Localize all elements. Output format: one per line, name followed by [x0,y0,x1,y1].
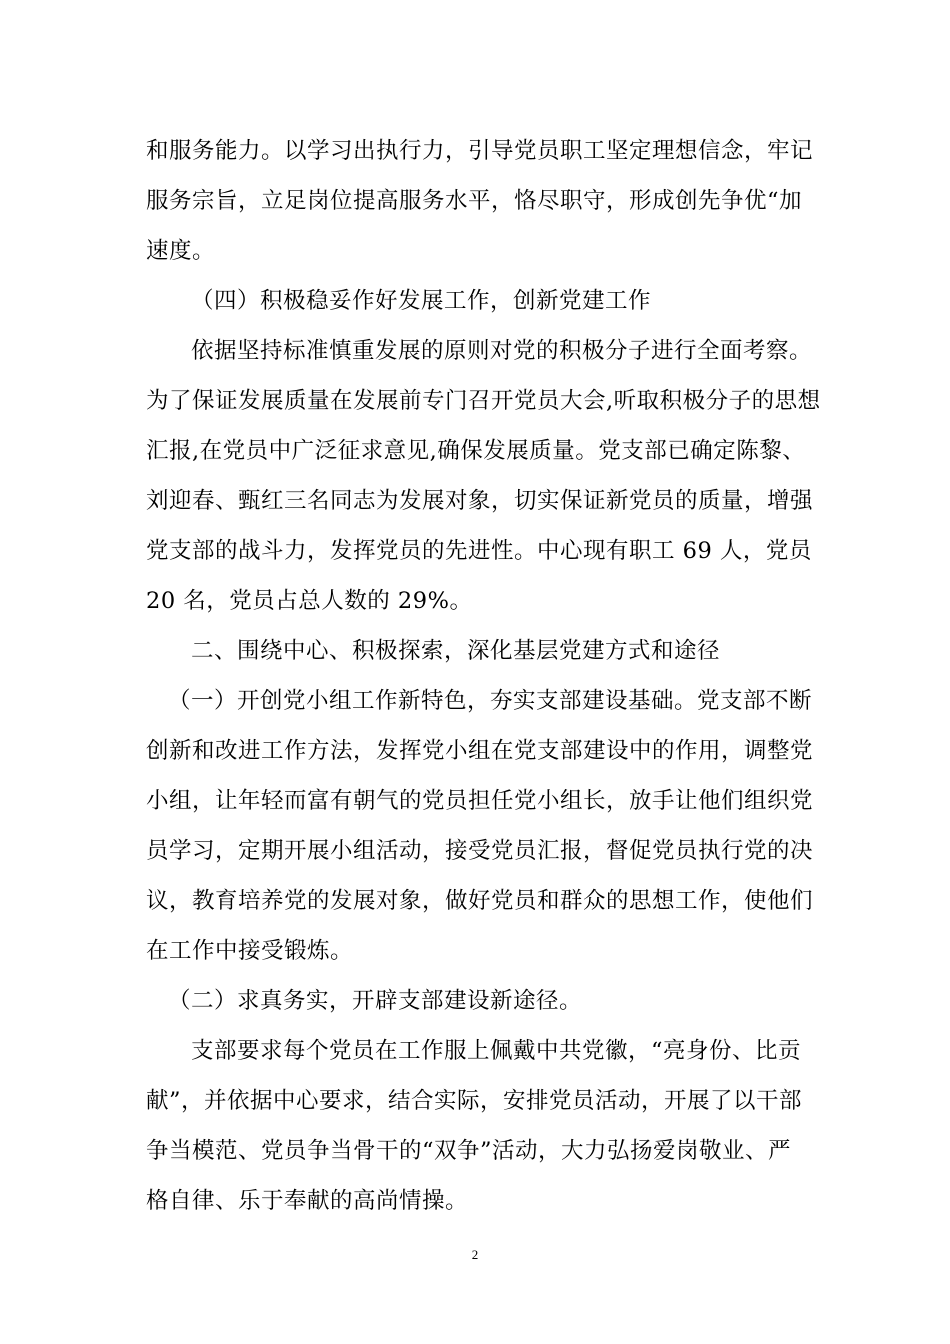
paragraph-line: 党支部的战斗力，发挥党员的先进性。中心现有职工 69 人，党员 [146,538,812,564]
page-number: 2 [471,1247,479,1262]
paragraph-line: 创新和改进工作方法，发挥党小组在党支部建设中的作用，调整党 [146,738,814,764]
paragraph-line: 争当模范、党员争当骨干的“双争”活动，大力弘扬爱岗敬业、严 [146,1138,792,1164]
paragraph-line: 依据坚持标准慎重发展的原则对党的积极分子进行全面考察。 [191,338,813,364]
section-heading: （四）积极稳妥作好发展工作，创新党建工作 [191,288,652,314]
paragraph-line: 员学习，定期开展小组活动，接受党员汇报，督促党员执行党的决 [146,838,814,864]
paragraph-line: 和服务能力。以学习出执行力，引导党员职工坚定理想信念，牢记 [146,138,814,164]
paragraph-line: 汇报,在党员中广泛征求意见,确保发展质量。党支部已确定陈黎、 [146,438,806,464]
paragraph-line: 在工作中接受锻炼。 [146,938,354,964]
paragraph-line: 20 名，党员占总人数的 29%。 [146,588,473,614]
paragraph-line: 议，教育培养党的发展对象，做好党员和群众的思想工作，使他们 [146,888,814,914]
paragraph-line: 刘迎春、甄红三名同志为发展对象，切实保证新党员的质量，增强 [146,488,814,514]
section-heading: 二、围绕中心、积极探索，深化基层党建方式和途径 [191,638,721,664]
paragraph-line: 格自律、乐于奉献的高尚情操。 [146,1188,469,1214]
paragraph-line: 献”，并依据中心要求，结合实际，安排党员活动，开展了以干部 [146,1088,803,1114]
section-heading: （二）求真务实，开辟支部建设新途径。 [168,988,583,1014]
paragraph-line: （一）开创党小组工作新特色，夯实支部建设基础。党支部不断 [168,688,813,714]
paragraph-line: 支部要求每个党员在工作服上佩戴中共党徽，“亮身份、比贡 [191,1038,802,1064]
paragraph-line: 为了保证发展质量在发展前专门召开党员大会,听取积极分子的思想 [146,388,821,414]
paragraph-line: 小组，让年轻而富有朝气的党员担任党小组长，放手让他们组织党 [146,788,814,814]
paragraph-line: 服务宗旨，立足岗位提高服务水平，恪尽职守，形成创先争优“加 [146,188,803,214]
paragraph-line: 速度。 [146,238,216,264]
